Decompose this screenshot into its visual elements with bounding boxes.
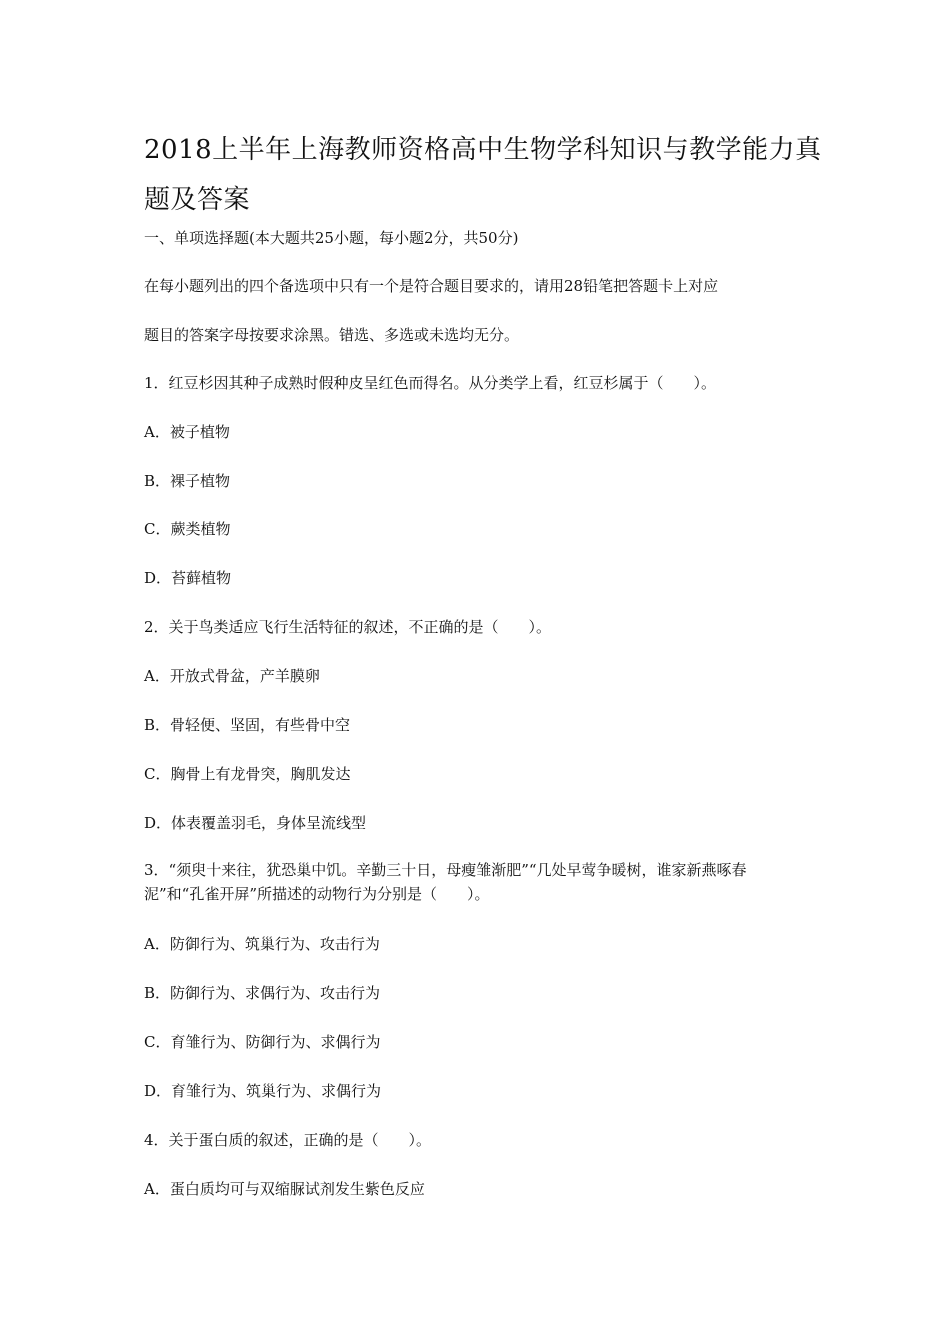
question-4-stem: 4．关于蛋白质的叙述，正确的是（ ）。: [144, 1131, 432, 1149]
question-4-option-a: A．蛋白质均可与双缩脲试剂发生紫色反应: [144, 1180, 425, 1198]
question-1-option-b: B．裸子植物: [144, 472, 231, 490]
question-3-option-c: C．育雏行为、防御行为、求偶行为: [144, 1033, 381, 1051]
question-1-option-d: D．苔藓植物: [144, 569, 232, 587]
question-3-option-b: B．防御行为、求偶行为、攻击行为: [144, 984, 381, 1002]
question-3-option-d: D．育雏行为、筑巢行为、求偶行为: [144, 1082, 382, 1100]
instructions-line-2: 题目的答案字母按要求涂黑。错选、多选或未选均无分。: [144, 326, 520, 344]
section-header: 一、单项选择题(本大题共25小题，每小题2分，共50分): [144, 229, 519, 247]
question-1-stem: 1．红豆杉因其种子成熟时假种皮呈红色而得名。从分类学上看，红豆杉属于（ ）。: [144, 374, 717, 392]
question-3-stem-line-2: 泥”和“孔雀开屏”所描述的动物行为分别是（ ）。: [144, 885, 490, 903]
question-2-option-d: D．体表覆盖羽毛，身体呈流线型: [144, 814, 367, 832]
question-2-stem: 2．关于鸟类适应飞行生活特征的叙述，不正确的是（ ）。: [144, 618, 552, 636]
question-1-option-a: A．被子植物: [144, 423, 230, 441]
question-2-option-c: C．胸骨上有龙骨突，胸肌发达: [144, 765, 351, 783]
instructions-line-1: 在每小题列出的四个备选项中只有一个是符合题目要求的，请用28铅笔把答题卡上对应: [144, 277, 719, 295]
document-title-line-1: 2018上半年上海教师资格高中生物学科知识与教学能力真: [144, 135, 822, 165]
question-2-option-b: B．骨轻便、坚固，有些骨中空: [144, 716, 351, 734]
question-1-option-c: C．蕨类植物: [144, 520, 231, 538]
question-3-option-a: A．防御行为、筑巢行为、攻击行为: [144, 935, 380, 953]
document-title-line-2: 题及答案: [144, 185, 251, 215]
question-2-option-a: A．开放式骨盆，产羊膜卵: [144, 667, 320, 685]
question-3-stem-line-1: 3．“须臾十来往，犹恐巢中饥。辛勤三十日，母瘦雏渐肥”“几处早莺争暖树，谁家新燕啄春: [144, 861, 747, 879]
